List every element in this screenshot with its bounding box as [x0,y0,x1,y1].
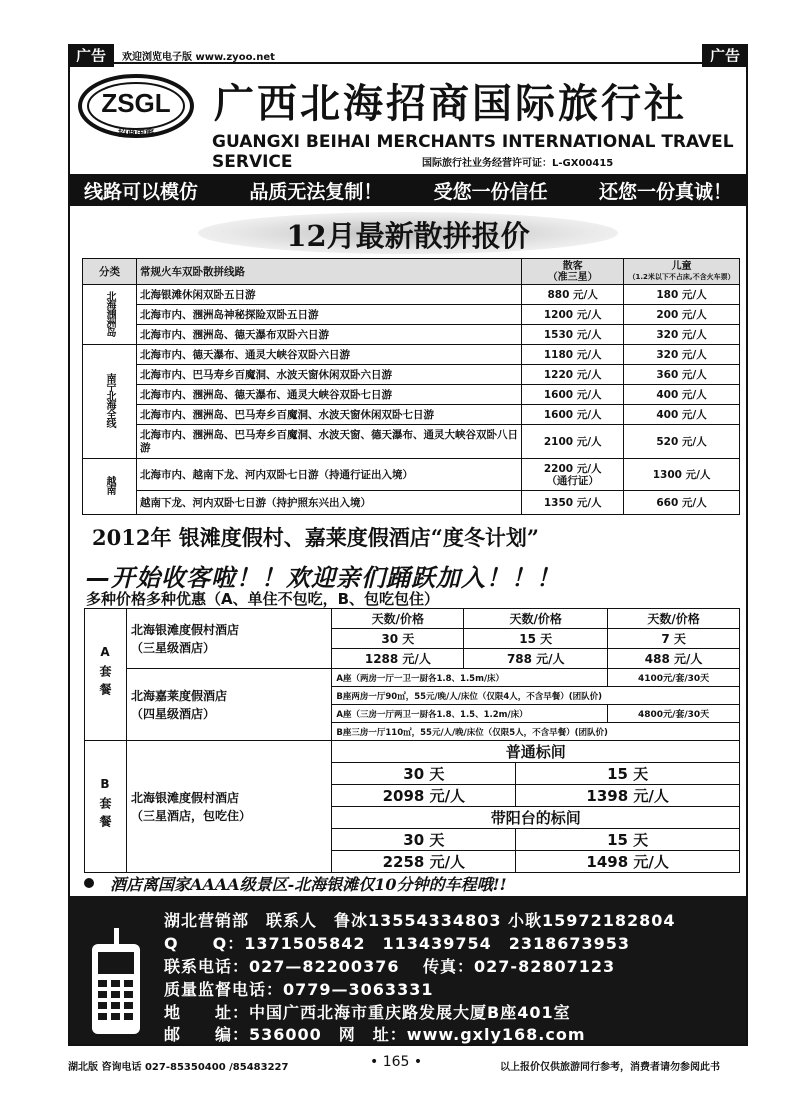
hotel-b-name: 北海银滩度假村酒店 [130,790,239,805]
table-row [85,741,740,763]
room-option: B座三房一厅110㎡，55元/人/晚/床位（仅限5人，不含早餐）(团队价) [332,723,740,741]
header-category: 分类 [83,259,137,285]
footer-left: 湖北版 咨询电话 027-85350400 /85483227 [68,1062,289,1073]
route-cell: 北海市内、涠洲岛神秘探险双卧五日游 [136,305,521,325]
slogan-2: 品质无法复制！ [249,180,383,203]
package-b-text: B套餐 [97,776,112,833]
table-row [83,345,740,365]
adult-price: 1200 元/人 [522,305,624,325]
package-b-label [85,741,127,873]
route-cell: 北海市内、涠洲岛、德天瀑布、通灵大峡谷双卧七日游 [136,385,521,405]
price-cell: 2098 元/人 [332,785,516,807]
ad-label-left: 广告 [68,44,114,67]
price-table-header [83,259,740,285]
logo-text: ZSGL [101,88,171,118]
logo-sub: 招商国旅 [117,129,155,139]
site-text: 欢迎浏览电子版 www.zyoo.net [122,52,275,63]
bullet-icon [84,878,94,888]
slogan-1: 线路可以模仿 [84,180,199,203]
company-name-en: GUANGXI BEIHAI MERCHANTS INTERNATIONAL TRAVEL SERVICE [212,132,734,172]
days-price-header: 天数/价格 [608,609,740,629]
child-price: 1300 元/人 [624,459,740,491]
days-price-header: 天数/价格 [332,609,464,629]
price-table [82,258,740,515]
days-cell: 15 天 [464,629,608,649]
adult-price-note: （通行证） [546,474,599,487]
package-a-text: A套餐 [97,644,112,701]
category-label: 北海涠洲岛 [103,290,115,336]
route-cell: 越南下龙、河内双卧七日游（持护照东兴出入境） [136,491,521,515]
hotel-2-name: 北海嘉莱度假酒店 [130,688,227,703]
route-cell: 北海市内、涠洲岛、巴马寿乡百魔洞、水波天窗休闲双卧七日游 [136,405,521,425]
hotel-b-cell [126,741,331,873]
contact-sales: 湖北营销部 联系人 鲁冰13554334803 小耿15972182804 [164,911,676,930]
contact-band [70,896,746,1044]
adult-price: 2100 元/人 [522,425,624,459]
days-cell: 30 天 [332,629,464,649]
category-vietnam [83,459,137,515]
hotel-2-level: （四星级酒店） [130,706,215,721]
days-cell: 30 天 [332,763,516,785]
adult-price: 880 元/人 [522,285,624,305]
room-option: A座（两房一厅一卫一厨各1.8、1.5m/床） [332,669,608,687]
promo-line-2: —开始收客啦！！欢迎亲们踊跃加入！！！ [86,564,561,592]
table-row [83,405,740,425]
promo-line-1: 2012年 银滩度假村、嘉莱度假酒店“度冬计划” [92,525,539,550]
adult-price-value: 2200 元/人 [543,462,602,475]
table-row [83,365,740,385]
table-row [85,609,740,629]
adult-price: 1530 元/人 [522,325,624,345]
category-label: 南宁北海全线 [103,373,115,427]
table-row [83,459,740,491]
price-cell: 488 元/人 [608,649,740,669]
child-price: 400 元/人 [624,385,740,405]
route-cell: 北海银滩休闲双卧五日游 [136,285,521,305]
contact-qq: Q Q：1371505842 113439754 2318673953 [164,934,631,953]
license-number: 国际旅行社业务经营许可证：L-GX00415 [422,158,614,169]
hotel-1-level: （三星级酒店） [130,640,215,655]
section-title: 12月最新散拼报价 [286,219,530,253]
header-child [624,259,740,285]
route-cell: 北海市内、越南下龙、河内双卧七日游（持通行证出入境） [136,459,521,491]
days-cell: 30 天 [332,829,516,851]
header-adult-label: 散客 [562,260,583,272]
header-child-note: （1.2米以下不占床,不含火车票） [628,272,735,281]
table-row [83,305,740,325]
child-price: 660 元/人 [624,491,740,515]
child-price: 180 元/人 [624,285,740,305]
distance-note: 酒店离国家AAAA级景区-北海银滩仅10分钟的车程哦!! [110,875,507,894]
child-price: 320 元/人 [624,325,740,345]
child-price: 200 元/人 [624,305,740,325]
slogan-bar [70,174,746,206]
price-cell: 1398 元/人 [516,785,740,807]
route-cell: 北海市内、涠洲岛、巴马寿乡百魔洞、水波天窗、德天瀑布、通灵大峡谷双卧八日游 [136,425,521,459]
slogan-3: 受您一份信任 [433,180,548,203]
route-cell: 北海市内、巴马寿乡百魔洞、水波天窗休闲双卧六日游 [136,365,521,385]
child-price: 520 元/人 [624,425,740,459]
std-room-title: 普通标间 [332,741,740,763]
child-price: 400 元/人 [624,405,740,425]
days-cell: 7 天 [608,629,740,649]
days-cell: 15 天 [516,763,740,785]
table-row [83,491,740,515]
phone-icon [84,926,150,1038]
header-adult [522,259,624,285]
table-row [83,425,740,459]
table-row [85,669,740,687]
room-option: B座两房一厅90㎡，55元/晚/人/床位（仅限4人，不含早餐）(团队价) [332,687,740,705]
ad-label-right: 广告 [702,44,748,67]
contact-postcode: 邮 编：536000 网 址：www.gxly168.com [164,1025,586,1044]
route-cell: 北海市内、德天瀑布、通灵大峡谷双卧六日游 [136,345,521,365]
route-cell: 北海市内、涠洲岛、德天瀑布双卧六日游 [136,325,521,345]
package-a-label [85,609,127,741]
hotel-1-cell [126,609,331,669]
hotel-1-name: 北海银滩度假村酒店 [130,622,239,637]
price-cell: 1288 元/人 [332,649,464,669]
hotel-2-cell [126,669,331,741]
child-price: 320 元/人 [624,345,740,365]
table-row [83,325,740,345]
footer-right: 以上报价仅供旅游同行参考，消费者请勿参阅此书 [500,1062,720,1073]
hotel-b-level: （三星酒店，包吃住） [130,808,251,823]
days-cell: 15 天 [516,829,740,851]
slogan-4: 还您一份真诚！ [598,180,732,203]
company-logo [76,72,206,142]
category-nanning [83,345,137,459]
header-route: 常规火车双卧散拼线路 [136,259,521,285]
adult-price: 1600 元/人 [522,405,624,425]
child-price: 360 元/人 [624,365,740,385]
room-price: 4100元/套/30天 [608,669,740,687]
company-name-cn: 广西北海招商国际旅行社 [214,81,687,127]
adult-price: 1180 元/人 [522,345,624,365]
room-price: 4800元/套/30天 [608,705,740,723]
category-beihai [83,285,137,345]
contact-quality: 质量监督电话：0779—3063331 [164,980,434,999]
package-table [84,608,740,873]
adult-price: 1350 元/人 [522,491,624,515]
price-cell: 788 元/人 [464,649,608,669]
price-cell: 1498 元/人 [516,851,740,873]
room-option: A座（三房一厅两卫一厨各1.8、1.5、1.2m/床） [332,705,608,723]
table-row [83,385,740,405]
page-number: • 165 • [370,1054,423,1070]
contact-phone: 联系电话：027—82200376 传真：027-82807123 [164,957,616,976]
adult-price: 1220 元/人 [522,365,624,385]
adult-price: 1600 元/人 [522,385,624,405]
adult-price [522,459,624,491]
days-price-header: 天数/价格 [464,609,608,629]
category-label: 越南 [103,476,115,494]
header-child-label: 儿童 [671,260,692,272]
header-adult-note: （准三星） [547,271,598,283]
balcony-room-title: 带阳台的标间 [332,807,740,829]
contact-address: 地 址：中国广西北海市重庆路发展大厦B座401室 [164,1003,571,1022]
promo-line-3: 多种价格多种优惠（A、单住不包吃，B、包吃包住） [86,590,440,608]
price-cell: 2258 元/人 [332,851,516,873]
table-row [83,285,740,305]
